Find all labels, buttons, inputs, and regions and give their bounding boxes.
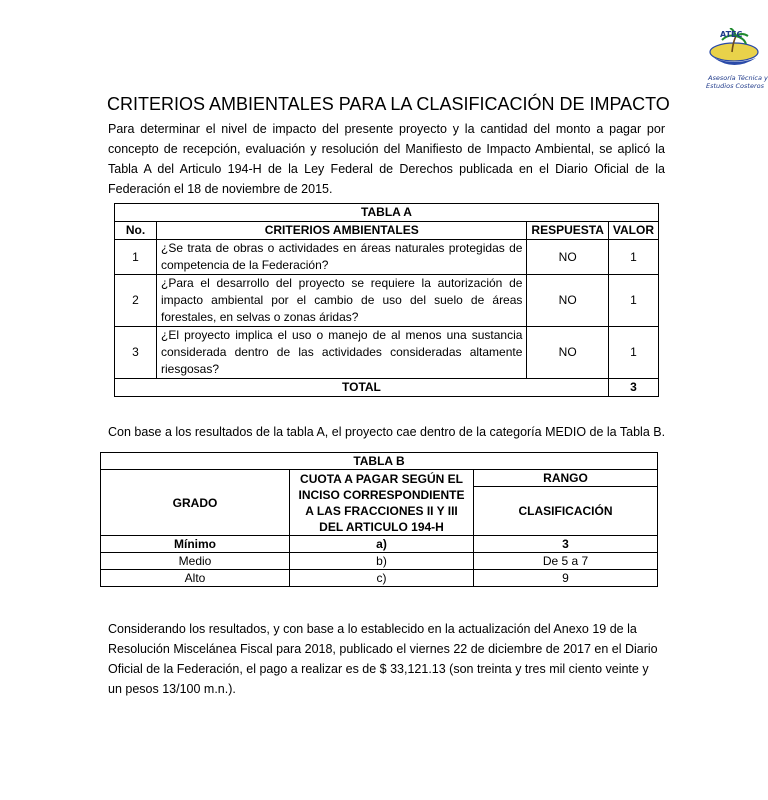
row-grado: Alto — [101, 570, 290, 587]
row-criterio: ¿El proyecto implica el uso o manejo de al menos una sustancia considerada dentro de las actividades consideradas altamente riesgosas? — [157, 327, 527, 379]
row-criterio: ¿Para el desarrollo del proyecto se requiere la autorización de impacto ambiental por el cambio de uso del suelo de áreas forestales, en selvas o zonas áridas? — [157, 275, 527, 327]
table-a-header-row — [115, 222, 659, 240]
row-number: 2 — [115, 275, 157, 327]
header-no: No. — [115, 222, 157, 240]
row-rango: De 5 a 7 — [474, 553, 658, 570]
category-paragraph: Con base a los resultados de la tabla A, el proyecto cae dentro de la categoría MEDIO de la Tabla B. — [108, 425, 666, 439]
table-b-header-row — [101, 470, 658, 487]
header-rango: RANGO — [474, 470, 658, 487]
row-grado: Medio — [101, 553, 290, 570]
row-respuesta: NO — [527, 275, 608, 327]
row-cuota: c) — [290, 570, 474, 587]
table-row — [115, 275, 659, 327]
table-a-title: TABLA A — [115, 204, 659, 222]
row-cuota: b) — [290, 553, 474, 570]
table-a — [114, 203, 659, 397]
header-criterios: CRITERIOS AMBIENTALES — [157, 222, 527, 240]
intro-paragraph: Para determinar el nivel de impacto del presente proyecto y la cantidad del monto a pagar por concepto de recepción, evaluación y resolución del Manifiesto de Impacto Ambiental, se aplicó la Tabla A del Articulo 194-H de la Ley Federal de Derechos publicada en el Diario Oficial de la Federación el 18 de noviembre de 2015. — [108, 122, 665, 196]
row-cuota: a) — [290, 536, 474, 553]
row-respuesta: NO — [527, 327, 608, 379]
table-row — [101, 570, 658, 587]
table-row — [115, 240, 659, 275]
row-rango: 9 — [474, 570, 658, 587]
row-number: 3 — [115, 327, 157, 379]
total-label: TOTAL — [115, 379, 609, 397]
header-cuota: CUOTA A PAGAR SEGÚN EL INCISO CORRESPONDIENTE A LAS FRACCIONES II Y III DEL ARTICULO 194-H — [290, 470, 474, 536]
row-grado: Mínimo — [101, 536, 290, 553]
row-valor: 1 — [608, 240, 658, 275]
table-b-title: TABLA B — [101, 453, 658, 470]
row-criterio: ¿Se trata de obras o actividades en áreas naturales protegidas de competencia de la Federación? — [157, 240, 527, 275]
atec-logo — [700, 28, 768, 92]
row-respuesta: NO — [527, 240, 608, 275]
row-valor: 1 — [608, 275, 658, 327]
table-b — [100, 452, 658, 587]
total-value: 3 — [608, 379, 658, 397]
header-valor: VALOR — [608, 222, 658, 240]
logo-subtitle-line2: Estudios Costeros — [706, 82, 765, 90]
header-grado: GRADO — [101, 470, 290, 536]
header-clasificacion: CLASIFICACIÓN — [474, 487, 658, 536]
table-row — [101, 536, 658, 553]
table-row — [101, 553, 658, 570]
logo-name: ATEC — [720, 30, 743, 39]
table-row — [115, 327, 659, 379]
header-respuesta: RESPUESTA — [527, 222, 608, 240]
logo-subtitle-line1: Asesoría Técnica y — [708, 74, 768, 82]
row-number: 1 — [115, 240, 157, 275]
table-a-total-row — [115, 379, 659, 397]
row-rango: 3 — [474, 536, 658, 553]
page-title: CRITERIOS AMBIENTALES PARA LA CLASIFICACIÓN DE IMPACTO — [107, 94, 670, 114]
final-paragraph: Considerando los resultados, y con base a lo establecido en la actualización del Anexo 19 de la Resolución Miscelánea Fiscal para 2018, publicado el viernes 22 de diciembre de 2017 en el Diario Oficial de la Federación, el pago a realizar es de $ 33,121.13 (son treinta y tres mil ciento veinte y un pesos 13/100 m.n.). — [108, 622, 658, 696]
row-valor: 1 — [608, 327, 658, 379]
